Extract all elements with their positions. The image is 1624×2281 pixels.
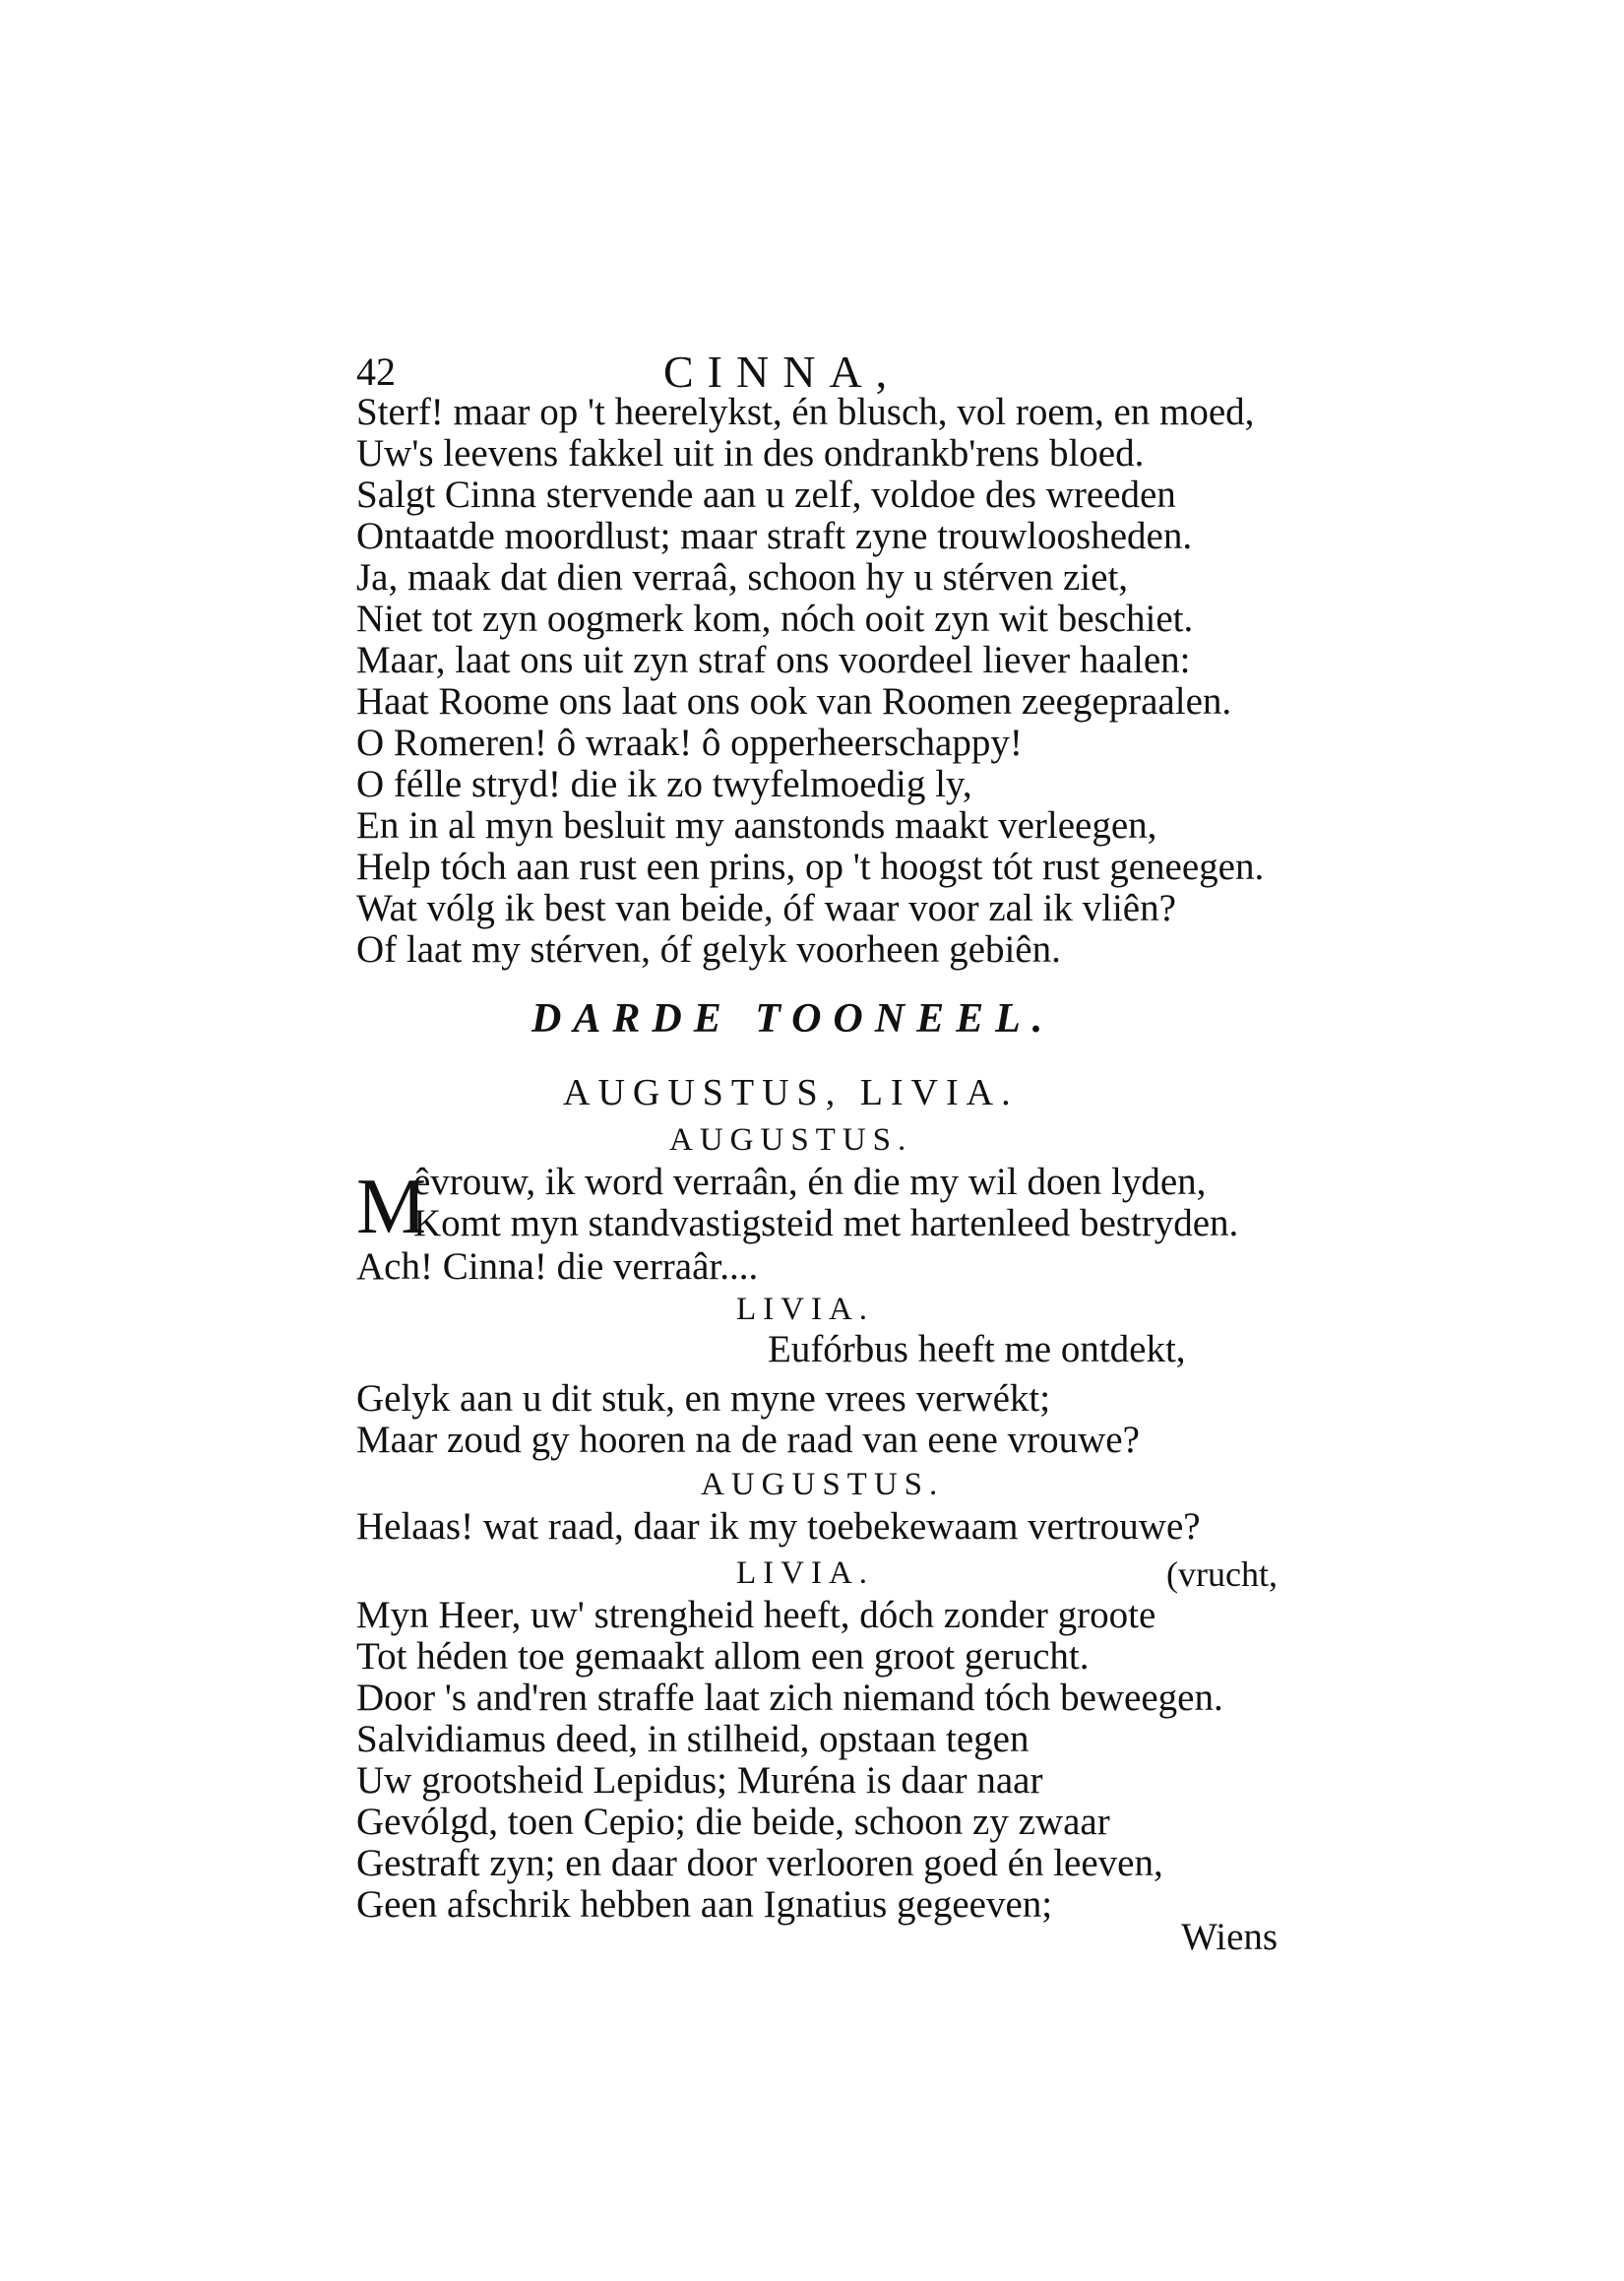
verse-line: êvrouw, ik word verraân, én die my wil doen lyden, bbox=[413, 1161, 1207, 1203]
verse-block-1 bbox=[356, 392, 1341, 971]
verse-line: Salvidiamus deed, in stilheid, opstaan tegen bbox=[356, 1718, 1030, 1760]
verse-line: Salgt Cinna stervende aan u zelf, voldoe des wreeden bbox=[356, 474, 1176, 516]
verse-line: Gevólgd, toen Cepio; die beide, schoon zy zwaar bbox=[356, 1801, 1110, 1843]
verse-line: Myn Heer, uw' strengheid heeft, dóch zonder groote bbox=[356, 1594, 1156, 1636]
verse-line: Ontaatde moordlust; maar straft zyne trouwloosheden. bbox=[356, 515, 1193, 557]
speaker-augustus: AUGUSTUS. bbox=[701, 1467, 945, 1502]
verse-line: Ach! Cinna! die verraâr.... bbox=[356, 1245, 759, 1288]
verse-line: Maar zoud gy hooren na de raad van eene vrouwe? bbox=[356, 1419, 1140, 1461]
speaker-augustus: AUGUSTUS. bbox=[669, 1122, 913, 1158]
speaker-livia: LIVIA. bbox=[736, 1555, 875, 1591]
verse-line: Of laat my stérven, óf gelyk voorheen gebiên. bbox=[356, 928, 1061, 971]
verse-line: Gestraft zyn; en daar door verlooren goed én leeven, bbox=[356, 1842, 1163, 1884]
drop-cap: M bbox=[356, 1164, 427, 1250]
verse-block-augustus-2 bbox=[356, 1506, 1341, 1548]
verse-line: O Romeren! ô wraak! ô opperheerschappy! bbox=[356, 722, 1023, 764]
verse-line: Geen afschrik hebben aan Ignatius gegeeven; bbox=[356, 1883, 1053, 1926]
verse-line: Haat Roome ons laat ons ook van Roomen zeegepraalen. bbox=[356, 680, 1232, 723]
scene-cast: AUGUSTUS, LIVIA. bbox=[563, 1072, 1019, 1113]
page-number: 42 bbox=[356, 349, 396, 394]
verse-line: Sterf! maar op 't heerelykst, én blusch, vol roem, en moed, bbox=[356, 391, 1255, 433]
turnover-word: (vrucht, bbox=[1166, 1554, 1278, 1594]
verse-line: Uw grootsheid Lepidus; Muréna is daar naar bbox=[356, 1759, 1043, 1802]
speaker-livia: LIVIA. bbox=[736, 1292, 875, 1327]
verse-line: Niet tot zyn oogmerk kom, nóch ooit zyn wit beschiet. bbox=[356, 598, 1194, 640]
catchword: Wiens bbox=[1181, 1916, 1279, 1958]
scene-heading: DARDE TOONEEL. bbox=[531, 996, 1055, 1042]
verse-line: Helaas! wat raad, daar ik my toebekewaam vertrouwe? bbox=[356, 1505, 1201, 1548]
running-title: CINNA, bbox=[663, 347, 902, 397]
verse-block-livia-1 bbox=[356, 1378, 1341, 1461]
verse-line: Komt myn standvastigsteid met hartenleed bestryden. bbox=[413, 1202, 1239, 1244]
verse-block-livia-2 bbox=[356, 1595, 1341, 1926]
verse-line: O félle stryd! die ik zo twyfelmoedig ly, bbox=[356, 763, 972, 805]
verse-line: Wat vólg ik best van beide, óf waar voor zal ik vliên? bbox=[356, 887, 1176, 929]
verse-line: Maar, laat ons uit zyn straf ons voordeel liever haalen: bbox=[356, 639, 1191, 681]
verse-line: Ja, maak dat dien verraâ, schoon hy u stérven ziet, bbox=[356, 556, 1129, 599]
verse-line: Eufórbus heeft me ontdekt, bbox=[768, 1328, 1186, 1370]
verse-line: Door 's and'ren straffe laat zich niemand tóch beweegen. bbox=[356, 1677, 1223, 1719]
verse-line: Uw's leevens fakkel uit in des ondrankb'rens bloed. bbox=[356, 432, 1145, 475]
verse-line: Tot héden toe gemaakt allom een groot gerucht. bbox=[356, 1635, 1090, 1678]
verse-line: En in al myn besluit my aanstonds maakt verleegen, bbox=[356, 804, 1157, 847]
verse-line: Gelyk aan u dit stuk, en myne vrees verwékt; bbox=[356, 1377, 1051, 1420]
verse-line: Help tóch aan rust een prins, op 't hoogst tót rust geneegen. bbox=[356, 846, 1265, 888]
